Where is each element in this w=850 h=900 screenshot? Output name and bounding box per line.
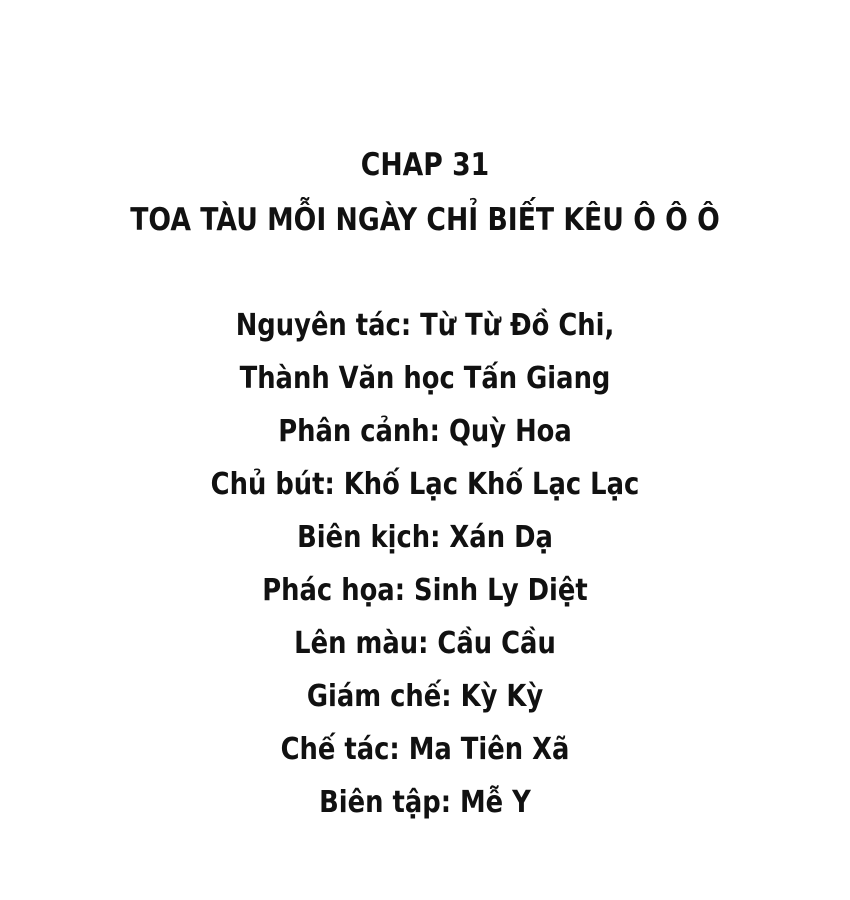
credit-line: Biên kịch: Xán Dạ [297,520,553,555]
credit-line: Giám chế: Kỳ Kỳ [306,679,544,714]
credit-line: Lên màu: Cầu Cầu [294,626,556,661]
chapter-number: CHAP 31 [360,147,490,183]
credit-line: Chủ bút: Khố Lạc Khố Lạc Lạc [210,467,640,502]
credit-line: Nguyên tác: Từ Từ Đồ Chi, [235,308,615,343]
credit-line: Phân cảnh: Quỳ Hoa [278,414,572,449]
credit-line: Chế tác: Ma Tiên Xã [280,732,570,767]
credit-line: Biên tập: Mễ Y [319,785,531,820]
credit-line: Thành Văn học Tấn Giang [239,361,611,396]
chapter-title: TOA TÀU MỖI NGÀY CHỈ BIẾT KÊU Ô Ô Ô [130,202,720,238]
credit-line: Phác họa: Sinh Ly Diệt [262,573,588,608]
